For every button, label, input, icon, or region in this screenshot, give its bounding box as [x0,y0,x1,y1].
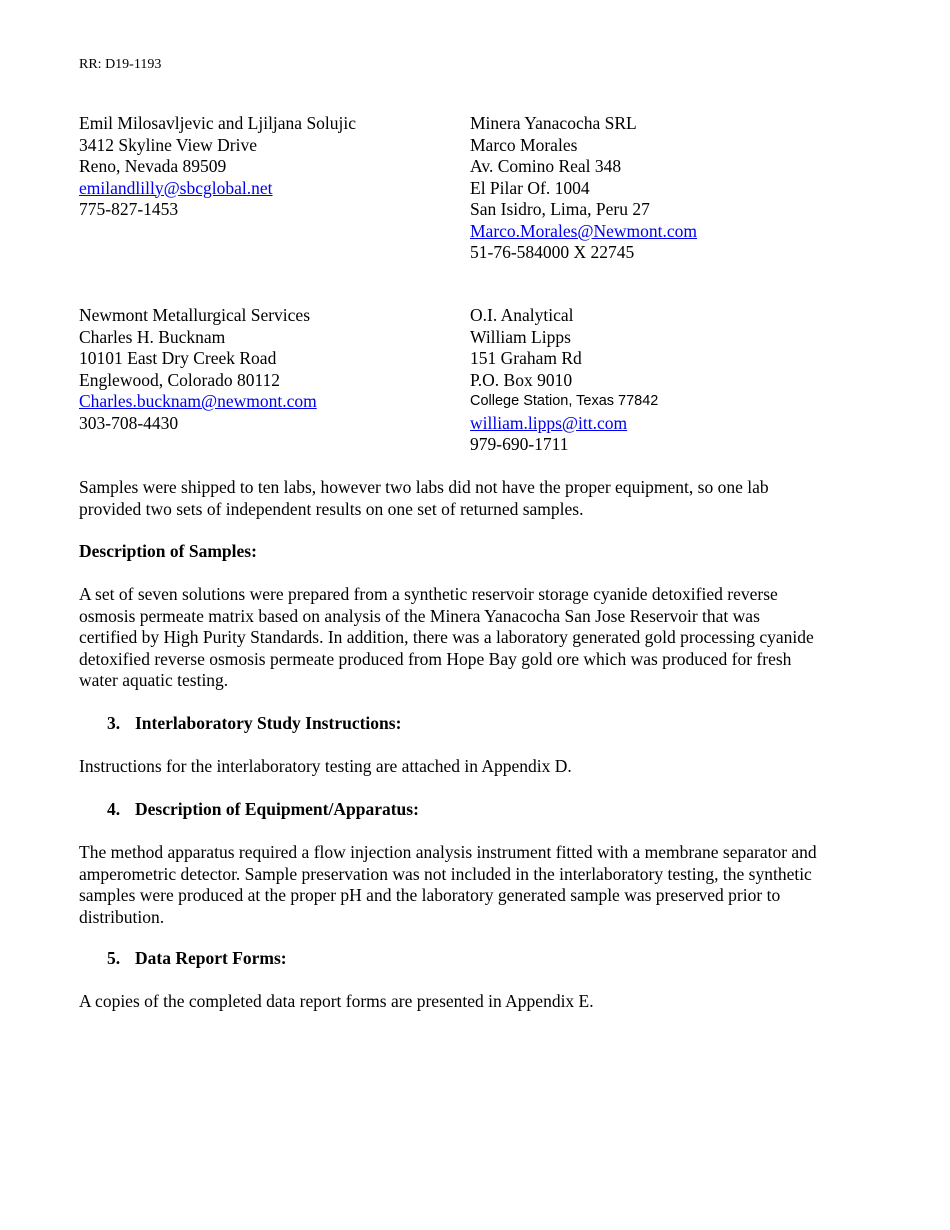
contact-milosavljevic [79,113,356,221]
paragraph-line: The method apparatus required a flow injection analysis instrument fitted with a membrane separator and [79,842,817,862]
paragraph-line: A copies of the completed data report forms are presented in Appendix E. [79,991,594,1011]
paragraph-line: Samples were shipped to ten labs, however two labs did not have the proper equipment, so one lab [79,477,769,497]
contact-newmont [79,305,317,434]
contact-phone: 51-76-584000 X 22745 [470,242,635,262]
email-link[interactable]: william.lipps@itt.com [470,412,628,433]
paragraph-line: certified by High Purity Standards. In addition, there was a laboratory generated gold processing cyanide [79,627,814,647]
section-body-5 [79,991,879,1013]
email-link[interactable]: Charles.bucknam@newmont.com [79,391,317,411]
section-heading-5 [107,948,287,970]
paragraph-line: provided two sets of independent results on one set of returned samples. [79,498,584,519]
contact-yanacocha [470,113,697,264]
contact-line: William Lipps [470,326,571,347]
contact-line: O.I. Analytical [470,305,574,325]
document-reference: RR: D19-1193 [79,57,162,72]
paragraph-line: water aquatic testing. [79,670,229,690]
contact-line: Emil Milosavljevic and Ljiljana Solujic [79,113,357,133]
contact-line: El Pilar Of. 1004 [470,177,590,198]
email-link[interactable]: Marco.Morales@Newmont.com [470,220,698,241]
contact-line: College Station, Texas 77842 [470,393,659,409]
paragraph-line: Instructions for the interlaboratory testing are attached in Appendix D. [79,756,572,776]
section-number: 5. [107,948,121,968]
contact-phone: 303-708-4430 [79,412,179,433]
section-body-4 [79,842,879,928]
paragraph-line: A set of seven solutions were prepared from a synthetic reservoir storage cyanide detoxified reverse [79,584,778,604]
contact-line: Reno, Nevada 89509 [79,156,227,176]
paragraph-line: samples were produced at the proper pH and the laboratory generated sample was preserved prior to [79,885,781,905]
contact-line: San Isidro, Lima, Peru 27 [470,199,650,219]
contact-phone: 979-690-1711 [470,434,569,454]
paragraph-line: osmosis permeate matrix based on analysis of the Minera Yanacocha San Jose Reservoir that was [79,605,760,626]
section-heading-4 [107,799,419,821]
section-title: Interlaboratory Study Instructions: [135,713,402,733]
shipping-paragraph [79,477,879,520]
email-link[interactable]: emilandlilly@sbcglobal.net [79,177,273,198]
contact-phone: 775-827-1453 [79,199,179,219]
section-body-3 [79,756,879,778]
contact-line: 10101 East Dry Creek Road [79,348,277,368]
description-heading: Description of Samples: [79,541,257,561]
contact-line: Englewood, Colorado 80112 [79,369,281,390]
contact-line: Marco Morales [470,134,578,155]
contact-line: Minera Yanacocha SRL [470,113,637,133]
contact-line: P.O. Box 9010 [470,369,573,390]
contact-line: 151 Graham Rd [470,348,582,368]
description-paragraph [79,584,879,692]
section-title: Description of Equipment/Apparatus: [135,799,419,819]
paragraph-line: detoxified reverse osmosis permeate produced from Hope Bay gold ore which was produced for fresh [79,648,792,669]
section-heading-3 [107,713,401,735]
contact-line: Newmont Metallurgical Services [79,305,311,325]
paragraph-line: amperometric detector. Sample preservation was not included in the interlaboratory testing, the synthetic [79,863,812,884]
contact-line: Charles H. Bucknam [79,326,226,347]
contact-oi-analytical [470,305,658,456]
section-number: 4. [107,799,121,819]
section-title: Data Report Forms: [135,948,287,968]
paragraph-line: distribution. [79,906,165,927]
section-number: 3. [107,713,121,733]
contact-line: 3412 Skyline View Drive [79,134,257,155]
contact-line: Av. Comino Real 348 [470,156,622,176]
